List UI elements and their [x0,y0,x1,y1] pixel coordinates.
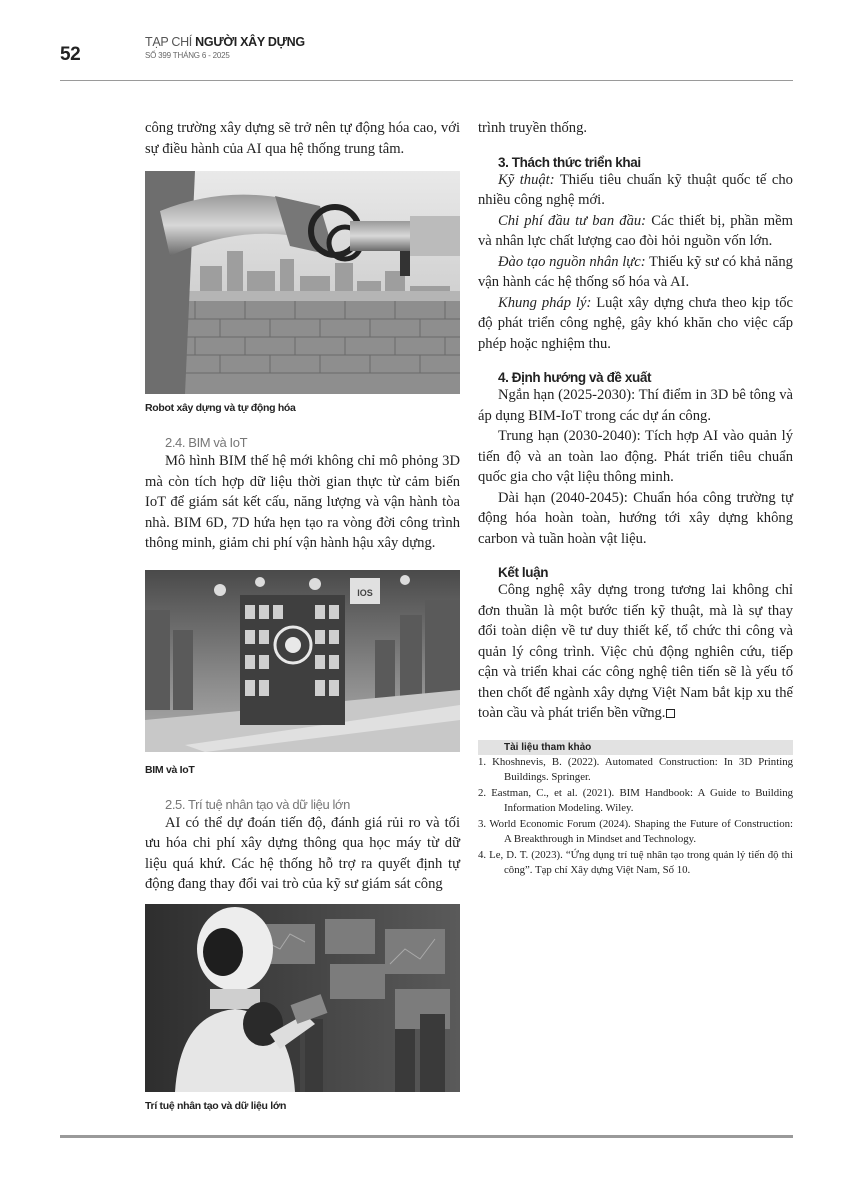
section-2-5-body: AI có thể dự đoán tiến độ, đánh giá rủi ro và tối ưu hóa chi phí xây dựng thông qua học máy từ dữ liệu quá khứ. Các hệ thống hỗ trợ ra quyết định tự động đang thay đổi vai trò của kỹ sư giám sát công [145,814,460,892]
reference-number: 1. [478,755,487,768]
header-divider [60,80,793,81]
section-4-heading: 4. Định hướng và đề xuất [498,370,652,385]
reference-text: Khoshnevis, B. (2022). Automated Construction: In 3D Printing Buildings. Springer. [492,755,794,783]
reference-item [478,817,793,848]
journal-title: TẠP CHÍ NGƯỜI XÂY DỰNG [145,35,305,49]
journal-header [145,35,305,60]
direction-long-term: Dài hạn (2040-2045): Chuẩn hóa công trường tự động hóa hoàn toàn, hướng tới xây dựng không carbon và tuần hoàn vật liệu. [478,489,793,547]
reference-text: Eastman, C., et al. (2021). BIM Handbook: A Guide to Building Information Modeling. Wiley. [491,786,793,814]
conclusion-heading: Kết luận [498,565,549,580]
section-2-5-heading: 2.5. Trí tuệ nhân tạo và dữ liệu lớn [165,796,350,812]
figure-caption-ai: Trí tuệ nhân tạo và dữ liệu lớn [145,1099,287,1112]
challenge-technical: Kỹ thuật: Thiếu tiêu chuẩn kỹ thuật quốc tế cho nhiều công nghệ mới. [478,171,793,208]
left-column [145,118,460,1112]
reference-text: World Economic Forum (2024). Shaping the Future of Construction: A Breakthrough in Mindset and Technology. [489,817,793,845]
footer-divider [60,1135,793,1138]
page-number: 52 [60,44,81,65]
robot-construction-photo [145,171,460,394]
references-list [478,755,793,879]
reference-item [478,755,793,786]
section-2-4-heading: 2.4. BIM và IoT [165,435,248,450]
reference-number: 3. [478,817,487,830]
references-heading: Tài liệu tham khảo [478,740,793,755]
ai-robot-photo [145,904,460,1092]
reference-item [478,848,793,879]
continued-text: trình truyền thống. [478,120,588,136]
section-2-4-body: Mô hình BIM thế hệ mới không chỉ mô phỏng 3D mà còn tích hợp dữ liệu thời gian thực từ cảm biến IoT để giám sát kết cấu, năng lượng và vận hành tòa nhà. BIM 6D, 7D hứa hẹn tạo ra vòng đời công trình thông minh, giảm chi phí vận hành hậu xây dựng. [145,453,460,551]
reference-number: 2. [478,786,487,799]
direction-short-term: Ngắn hạn (2025-2030): Thí điểm in 3D bê tông và áp dụng BIM-IoT trong các dự án công. [478,387,793,424]
challenge-training: Đào tạo nguồn nhân lực: Thiếu kỹ sư có khả năng vận hành các hệ thống số hóa và AI. [478,253,793,290]
figure-caption-robot: Robot xây dựng và tự động hóa [145,402,296,414]
end-mark-square-icon [666,709,675,718]
reference-item [478,786,793,817]
section-3-heading: 3. Thách thức triển khai [498,154,641,170]
journal-issue: SỐ 399 THÁNG 6 - 2025 [145,51,230,60]
challenge-cost: Chi phí đầu tư ban đầu: Các thiết bị, phần mềm và nhân lực chất lượng cao đòi hỏi nguồn vốn lớn. [478,212,793,249]
reference-number: 4. [478,848,487,861]
ios-overlay-label: IOS [357,587,373,598]
reference-text: Le, D. T. (2023). “Ứng dụng trí tuệ nhân tạo trong quản lý tiến độ thi công”. Tạp chí Xây dựng Việt Nam, Số 10. [489,848,794,876]
challenge-legal: Khung pháp lý: Luật xây dựng chưa theo kịp tốc độ phát triển công nghệ, gây khó khăn cho việc cấp phép hoặc nghiệm thu. [478,294,793,352]
right-column [478,118,793,879]
conclusion-body: Công nghệ xây dựng trong tương lai không chỉ đơn thuần là một bước tiến kỹ thuật, mà là sự thay đổi toàn diện về tư duy thiết kế, tổ chức thi công và quản lý công trình. Việc chủ động nghiên cứu, tiếp cận và triển khai các công nghệ tiên tiến sẽ là yếu tố then chốt để ngành xây dựng Việt Nam bắt kịp xu thế toàn cầu và phát triển bền vững. [478,582,793,721]
intro-paragraph: công trường xây dựng sẽ trở nên tự động hóa cao, với sự điều hành của AI qua hệ thống trung tâm. [145,120,460,157]
bim-iot-building-photo [145,570,460,752]
figure-caption-bim: BIM và IoT [145,763,195,776]
direction-mid-term: Trung hạn (2030-2040): Tích hợp AI vào quản lý tiến độ và an toàn lao động. Phát triển tiêu chuẩn quốc gia cho vật liệu thông minh. [478,428,793,485]
